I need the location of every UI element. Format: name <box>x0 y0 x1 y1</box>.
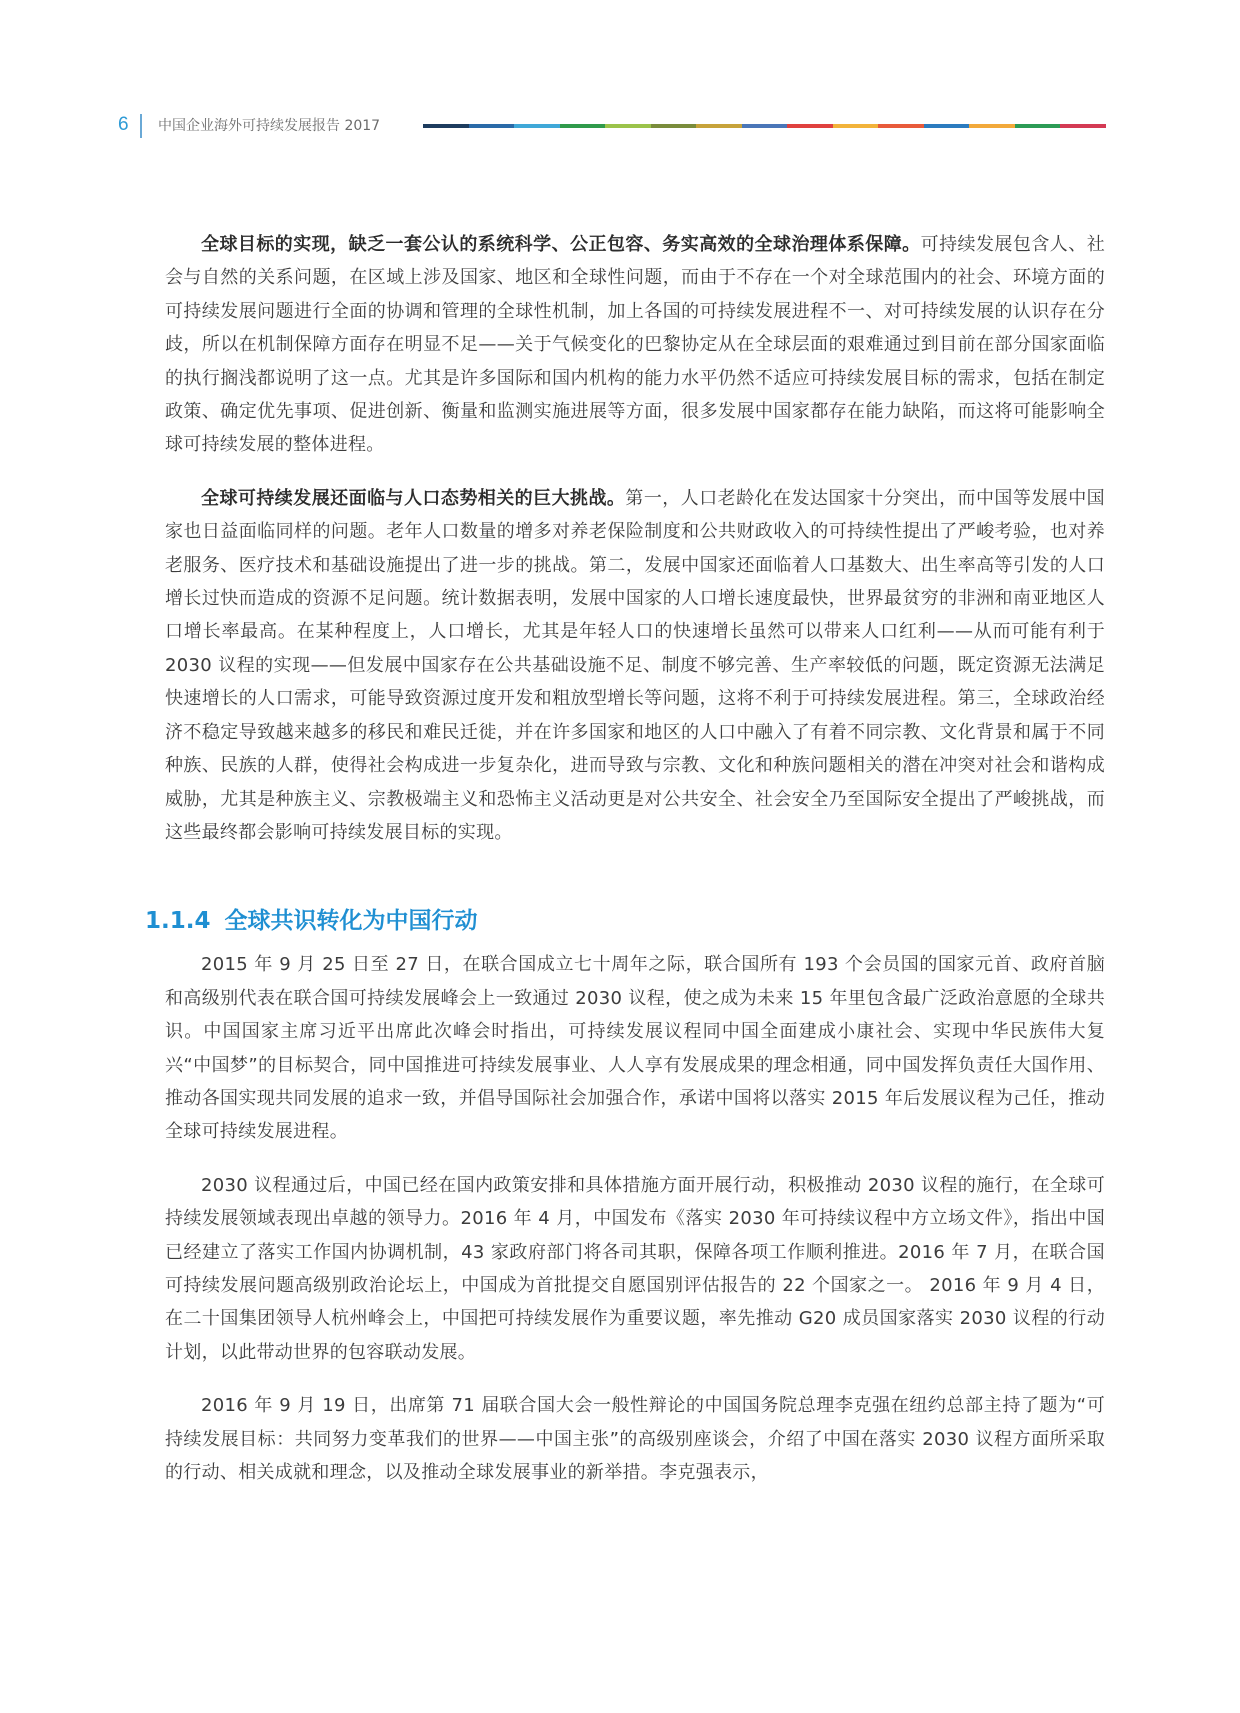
report-title: 中国企业海外可持续发展报告 2017 <box>158 118 381 134</box>
section-title: 全球共识转化为中国行动 <box>224 908 478 935</box>
color-bar-segment <box>833 124 879 128</box>
color-bar-segment <box>696 124 742 128</box>
paragraph <box>165 228 1105 462</box>
color-bar-segment <box>1015 124 1061 128</box>
sdg-color-bar <box>423 124 1106 128</box>
paragraph: 2016 年 9 月 19 日，出席第 71 届联合国大会一般性辩论的中国国务院总理李克强在纽约总部主持了题为“可持续发展目标：共同努力变革我们的世界——中国主张”的高级别座谈会，介绍了中国在落实 2030 议程方面所采取的行动、相关成就和理念，以及推动全球发展事业的新举措。李克强表示， <box>165 1395 1105 1483</box>
page-number: 6 <box>118 114 129 135</box>
color-bar-segment <box>742 124 788 128</box>
color-bar-segment <box>787 124 833 128</box>
color-bar-segment <box>469 124 515 128</box>
running-header <box>118 112 1106 142</box>
body-content <box>145 228 1105 1509</box>
paragraph-lead: 全球可持续发展还面临与人口态势相关的巨大挑战。 <box>201 487 626 509</box>
color-bar-segment <box>651 124 697 128</box>
color-bar-segment <box>1060 124 1106 128</box>
paragraph-lead: 全球目标的实现，缺乏一套公认的系统科学、公正包容、务实高效的全球治理体系保障。 <box>201 234 921 255</box>
color-bar-segment <box>560 124 606 128</box>
color-bar-segment <box>924 124 970 128</box>
paragraph-text: 可持续发展包含人、社会与自然的关系问题，在区域上涉及国家、地区和全球性问题，而由于不存在一个对全球范围内的社会、环境方面的可持续发展问题进行全面的协调和管理的全球性机制，加上各国的可持续发展进程不一、对可持续发展的认识存在分歧，所以在机制保障方面存在明显不足——关于气候变化的巴黎协定从在全球层面的艰难通过到目前在部分国家面临的执行搁浅都说明了这一点。尤其是许多国际和国内机构的能力水平仍然不适应可持续发展目标的需求，包括在制定政策、确定优先事项、促进创新、衡量和监测实施进展等方面，很多发展中国家都存在能力缺陷，而这将可能影响全球可持续发展的整体进程。 <box>165 234 1105 456</box>
color-bar-segment <box>514 124 560 128</box>
paragraph <box>165 482 1105 849</box>
color-bar-segment <box>969 124 1015 128</box>
paragraph: 2015 年 9 月 25 日至 27 日，在联合国成立七十周年之际，联合国所有 193 个会员国的国家元首、政府首脑和高级别代表在联合国可持续发展峰会上一致通过 2030 议程，使之成为未来 15 年里包含最广泛政治意愿的全球共识。中国国家主席习近平出席此次峰会时指出，可持续发展议程同中国全面建成小康社会、实现中华民族伟大复兴“中国梦”的目标契合，同中国推进可持续发展事业、人人享有发展成果的理念相通，同中国发挥负责任大国作用、推动各国实现共同发展的追求一致，并倡导国际社会加强合作，承诺中国将以落实 2015 年后发展议程为己任，推动全球可持续发展进程。 <box>165 954 1105 1143</box>
color-bar-segment <box>605 124 651 128</box>
paragraph-text: 第一，人口老龄化在发达国家十分突出，而中国等发展中国家也日益面临同样的问题。老年人口数量的增多对养老保险制度和公共财政收入的可持续性提出了严峻考验，也对养老服务、医疗技术和基础设施提出了进一步的挑战。第二，发展中国家还面临着人口基数大、出生率高等引发的人口增长过快而造成的资源不足问题。统计数据表明，发展中国家的人口增长速度最快，世界最贫穷的非洲和南亚地区人口增长率最高。在某种程度上，人口增长，尤其是年轻人口的快速增长虽然可以带来人口红利——从而可能有利于 2030 议程的实现——但发展中国家存在公共基础设施不足、制度不够完善、生产率较低的问题，既定资源无法满足快速增长的人口需求，可能导致资源过度开发和粗放型增长等问题，这将不利于可持续发展进程。第三，全球政治经济不稳定导致越来越多的移民和难民迁徙，并在许多国家和地区的人口中融入了有着不同宗教、文化背景和属于不同种族、民族的人群，使得社会构成进一步复杂化，进而导致与宗教、文化和种族问题相关的潜在冲突对社会和谐构成威胁，尤其是种族主义、宗教极端主义和恐怖主义活动更是对公共安全、社会安全乃至国际安全提出了严峻挑战，而这些最终都会影响可持续发展目标的实现。 <box>165 487 1105 843</box>
color-bar-segment <box>423 124 469 128</box>
section-heading <box>145 904 1105 938</box>
section-number: 1.1.4 <box>145 908 211 935</box>
paragraph: 2030 议程通过后，中国已经在国内政策安排和具体措施方面开展行动，积极推动 2030 议程的施行，在全球可持续发展领域表现出卓越的领导力。2016 年 4 月，中国发布《落实 2030 年可持续议程中方立场文件》，指出中国已经建立了落实工作国内协调机制，43 家政府部门将各司其职，保障各项工作顺利推进。2016 年 7 月，在联合国可持续发展问题高级别政治论坛上，中国成为首批提交自愿国别评估报告的 22 个国家之一。 2016 年 9 月 4 日，在二十国集团领导人杭州峰会上，中国把可持续发展作为重要议题，率先推动 G20 成员国家落实 2030 议程的行动计划，以此带动世界的包容联动发展。 <box>165 1174 1105 1363</box>
color-bar-segment <box>878 124 924 128</box>
header-divider <box>140 114 142 138</box>
